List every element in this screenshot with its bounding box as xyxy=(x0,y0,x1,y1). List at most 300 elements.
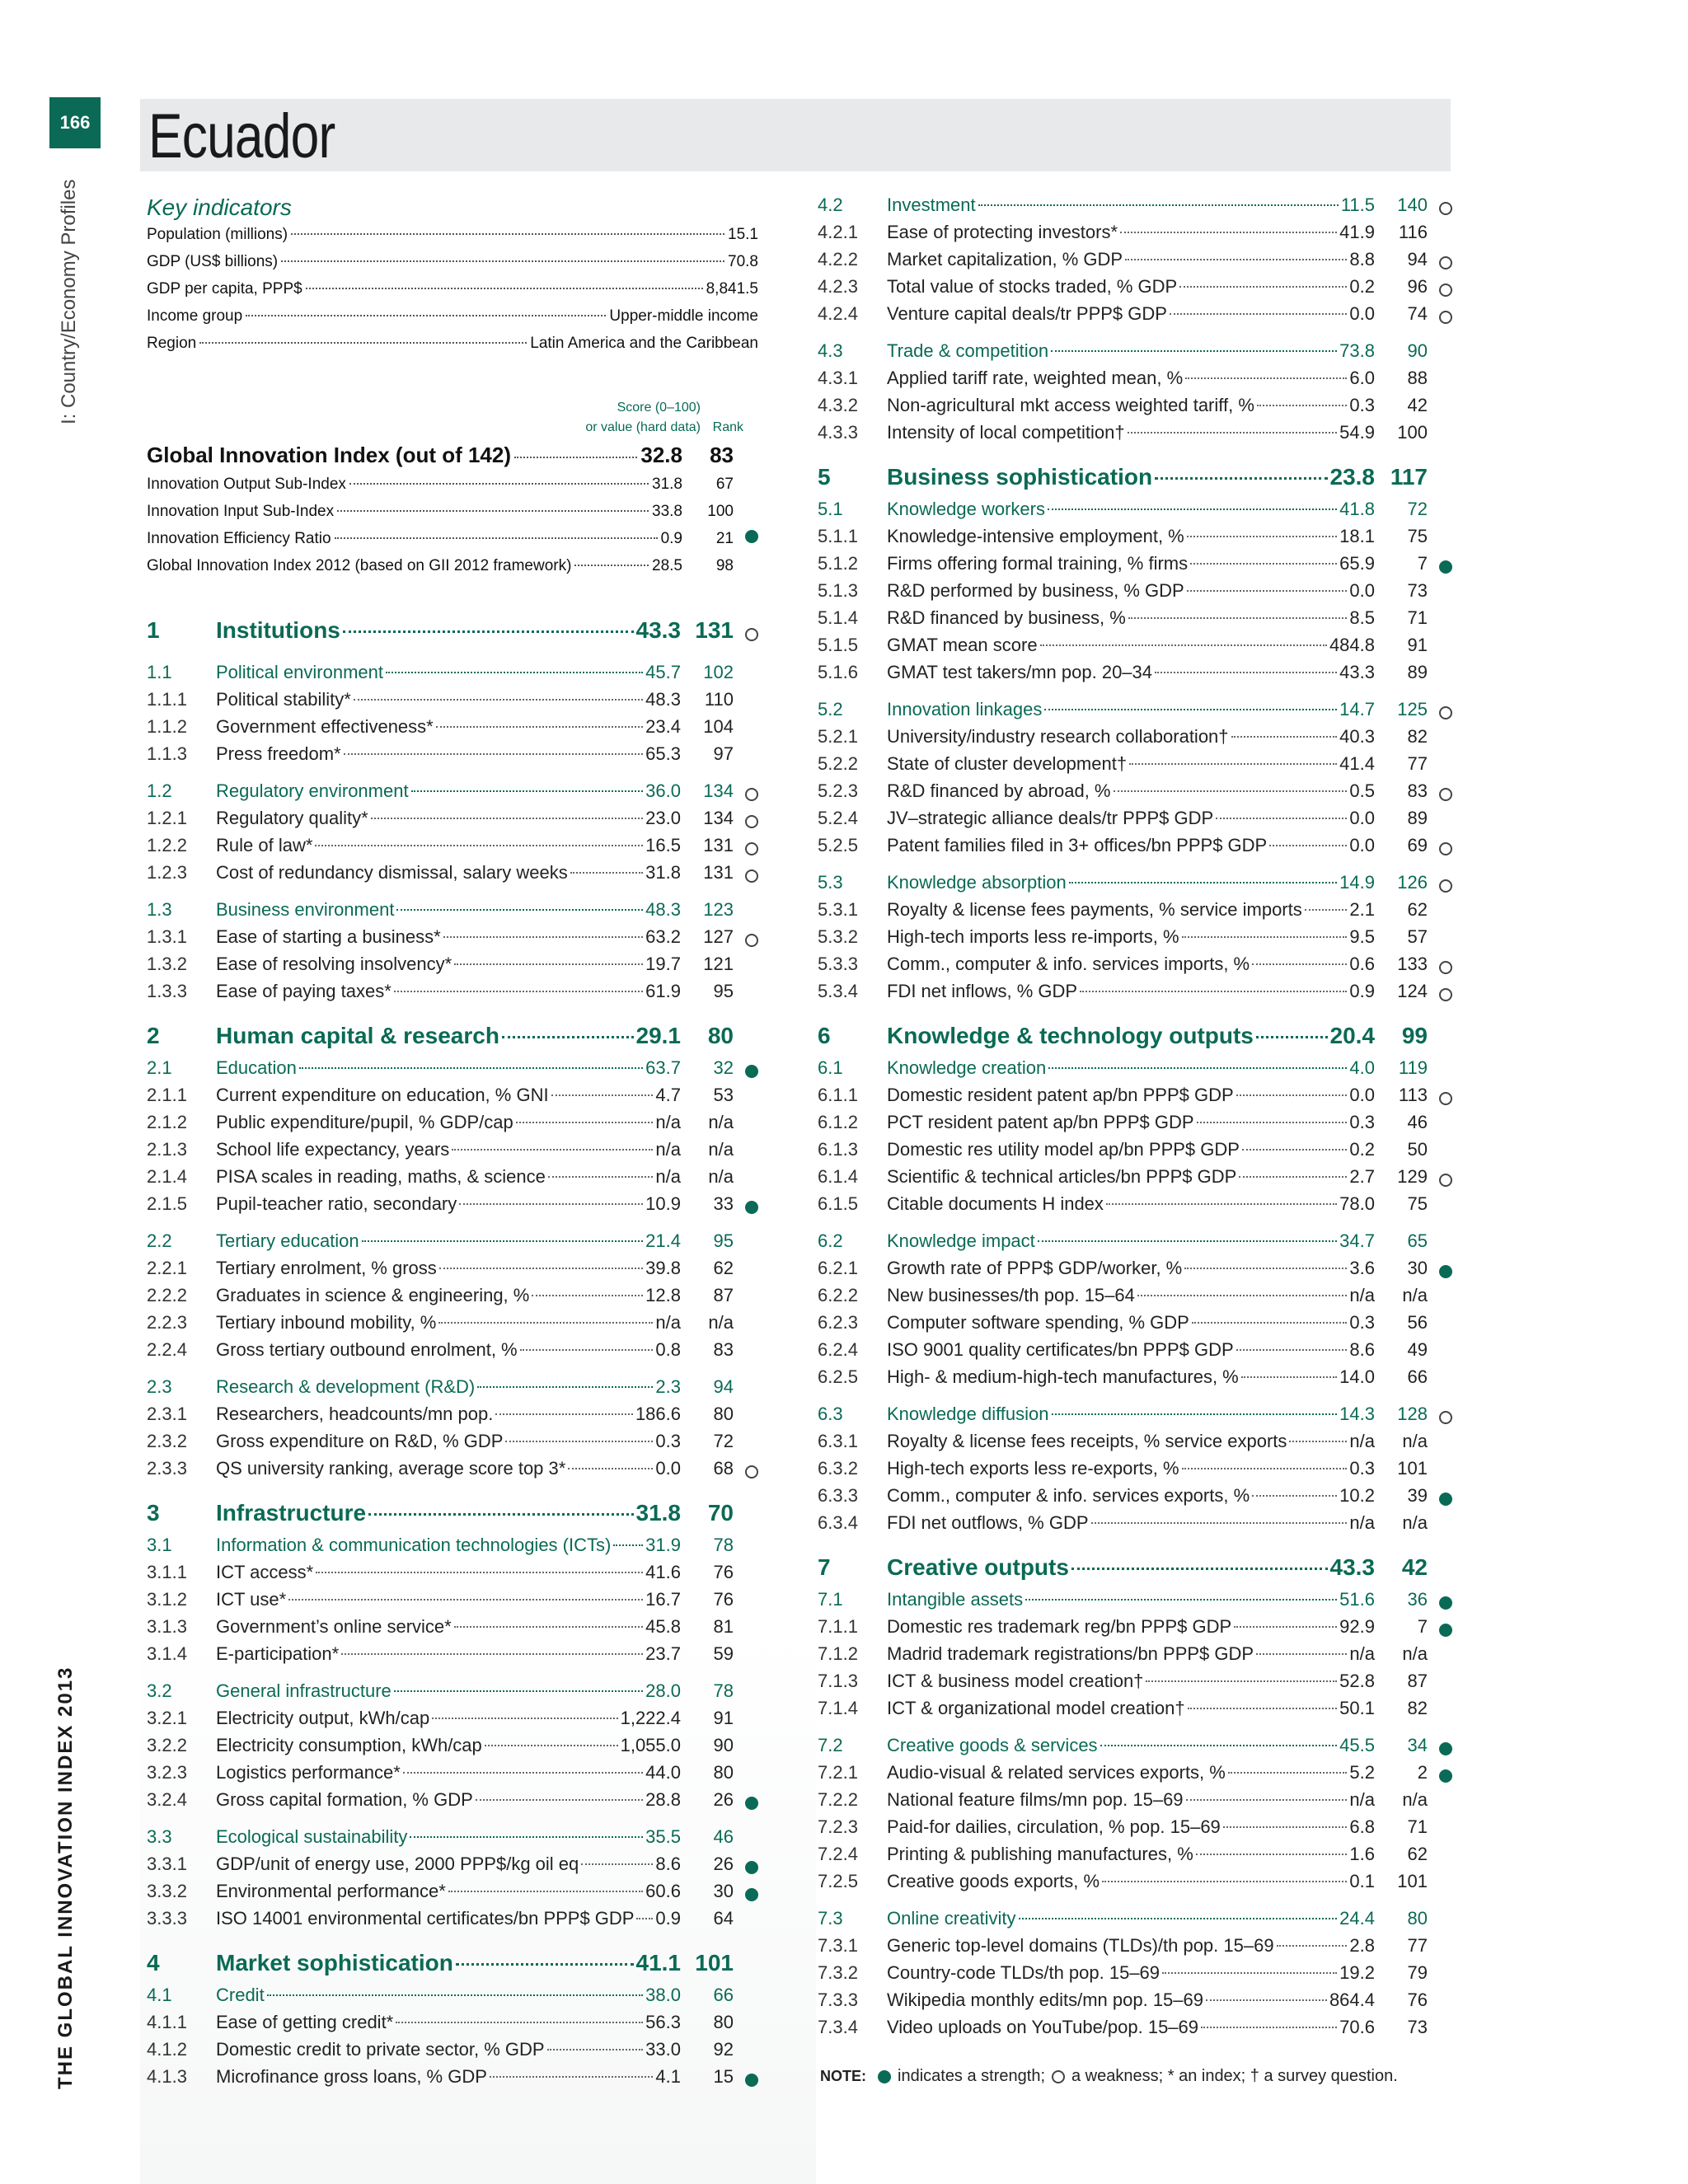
dot-leader xyxy=(495,1413,633,1415)
row-rank: 56 xyxy=(1407,1312,1428,1333)
row-number: 3.2.2 xyxy=(147,1735,187,1755)
indicator-row xyxy=(147,2039,758,2066)
row-score: 4.1 xyxy=(655,2066,681,2087)
row-rank: 15 xyxy=(713,2066,734,2087)
weakness-marker-icon xyxy=(1439,988,1452,1001)
row-number: 2.2.3 xyxy=(147,1312,187,1333)
dot-leader xyxy=(1257,405,1348,406)
row-rank: 46 xyxy=(1407,1112,1428,1132)
gii-subindex-rank: 98 xyxy=(715,557,734,574)
row-score: 60.6 xyxy=(645,1881,681,1901)
row-number: 3.2 xyxy=(147,1680,172,1701)
dot-leader xyxy=(411,790,644,792)
indicator-row xyxy=(147,2012,758,2039)
gii-subindex-row xyxy=(147,557,758,584)
row-label: Investment xyxy=(887,194,976,215)
row-label: Knowledge absorption xyxy=(887,872,1067,893)
pillar-row xyxy=(818,1554,1452,1589)
sub-pillar-row xyxy=(147,1535,758,1562)
row-number: 7.1.3 xyxy=(818,1671,858,1691)
page-number: 166 xyxy=(49,97,101,148)
row-score: 63.7 xyxy=(645,1057,681,1078)
row-rank: 88 xyxy=(1407,368,1428,388)
row-rank: 68 xyxy=(713,1458,734,1479)
row-score: 18.1 xyxy=(1339,526,1375,546)
dot-leader xyxy=(1239,1176,1347,1178)
row-label: Non-agricultural mkt access weighted tariff, % xyxy=(887,395,1254,415)
dot-leader xyxy=(344,753,644,755)
marker-cell xyxy=(1428,988,1452,1001)
dot-leader xyxy=(1091,1522,1348,1524)
row-score: 65.9 xyxy=(1339,553,1375,574)
row-score: 39.8 xyxy=(645,1258,681,1278)
dot-leader xyxy=(1125,259,1347,260)
dot-leader xyxy=(1231,736,1338,738)
row-rank: n/a xyxy=(1402,1643,1428,1664)
row-score: 41.8 xyxy=(1339,499,1375,519)
row-number: 6.3.4 xyxy=(818,1512,858,1533)
row-score: 0.0 xyxy=(1349,1085,1375,1105)
indicator-row xyxy=(818,368,1452,395)
indicator-row xyxy=(818,526,1452,553)
row-number: 2.1.4 xyxy=(147,1166,187,1187)
row-number: 6.1.1 xyxy=(818,1085,858,1105)
row-rank: 50 xyxy=(1407,1139,1428,1160)
row-rank: 101 xyxy=(695,1950,734,1975)
dot-leader xyxy=(581,1863,653,1865)
indicator-row xyxy=(147,808,758,835)
dot-leader xyxy=(1182,1468,1348,1469)
key-indicator-label: GDP (US$ billions) xyxy=(147,253,279,270)
row-rank: 32 xyxy=(713,1057,734,1078)
strength-marker-icon xyxy=(1439,1265,1452,1278)
row-rank: 87 xyxy=(1407,1671,1428,1691)
row-number: 6.2.1 xyxy=(818,1258,858,1278)
dot-leader xyxy=(386,672,643,673)
sub-pillar-row xyxy=(818,699,1452,726)
dot-leader xyxy=(335,537,658,539)
row-score: n/a xyxy=(1349,1431,1375,1451)
indicator-row xyxy=(818,1844,1452,1871)
dot-leader xyxy=(1048,1067,1347,1069)
dot-leader xyxy=(1182,936,1348,938)
row-label: ICT use* xyxy=(216,1589,287,1610)
dot-leader xyxy=(341,1653,643,1655)
row-number: 6.1 xyxy=(818,1057,843,1078)
row-label: Knowledge impact xyxy=(887,1230,1035,1251)
row-score: n/a xyxy=(655,1166,681,1187)
gii-rank: 83 xyxy=(710,443,734,467)
row-rank: 80 xyxy=(713,2012,734,2032)
dot-leader xyxy=(456,1963,634,1966)
row-score: 0.2 xyxy=(1349,1139,1375,1160)
sub-pillar-row xyxy=(818,1908,1452,1935)
row-rank: 78 xyxy=(713,1680,734,1701)
dot-leader xyxy=(1192,1322,1348,1324)
row-rank: 65 xyxy=(1407,1230,1428,1251)
dot-leader xyxy=(520,1349,654,1351)
row-score: 2.8 xyxy=(1349,1935,1375,1956)
strength-marker-icon xyxy=(1439,1624,1452,1637)
indicator-row xyxy=(147,954,758,981)
row-number: 7 xyxy=(818,1554,831,1580)
dot-leader xyxy=(306,288,703,289)
row-label: GMAT mean score xyxy=(887,635,1038,655)
row-rank: 123 xyxy=(703,899,734,920)
row-number: 4.2.3 xyxy=(818,276,858,297)
row-rank: 119 xyxy=(1398,1057,1428,1078)
row-number: 4.2.4 xyxy=(818,303,858,324)
row-rank: 72 xyxy=(713,1431,734,1451)
row-number: 7.2.4 xyxy=(818,1844,858,1864)
row-number: 2.3.1 xyxy=(147,1404,187,1424)
dot-leader xyxy=(354,699,643,701)
row-number: 1.1.1 xyxy=(147,689,187,710)
row-number: 5.3.3 xyxy=(818,954,858,974)
row-number: 1.2.1 xyxy=(147,808,187,828)
row-score: 65.3 xyxy=(645,743,681,764)
note-strength-text: indicates a strength; xyxy=(898,2067,1045,2085)
row-label: Research & development (R&D) xyxy=(216,1376,476,1397)
row-number: 6.2.2 xyxy=(818,1285,858,1305)
sub-pillar-row xyxy=(147,1376,758,1404)
row-rank: 39 xyxy=(1407,1485,1428,1506)
indicator-row xyxy=(147,1708,758,1735)
row-score: 16.7 xyxy=(645,1589,681,1610)
row-label: Knowledge diffusion xyxy=(887,1404,1049,1424)
gii-subindex-value: 28.5 xyxy=(652,557,682,574)
sub-pillar-row xyxy=(818,1230,1452,1258)
row-rank: 82 xyxy=(1407,1698,1428,1718)
row-number: 3.1.2 xyxy=(147,1589,187,1610)
dot-leader xyxy=(267,1994,643,1996)
row-label: Infrastructure xyxy=(216,1500,367,1526)
row-label: Intensity of local competition† xyxy=(887,422,1125,443)
right-column xyxy=(818,188,1452,2044)
dot-leader xyxy=(362,1240,644,1242)
row-score: 2.7 xyxy=(1349,1166,1375,1187)
row-rank: 81 xyxy=(713,1616,734,1637)
row-rank: 70 xyxy=(707,1500,734,1526)
row-label: Firms offering formal training, % firms xyxy=(887,553,1189,574)
dot-leader xyxy=(1048,509,1337,510)
row-score: 44.0 xyxy=(645,1762,681,1783)
indicator-row xyxy=(818,580,1452,607)
indicator-row xyxy=(818,726,1452,753)
row-number: 7.1.4 xyxy=(818,1698,858,1718)
row-rank: n/a xyxy=(708,1166,734,1187)
row-number: 6.3 xyxy=(818,1404,843,1424)
row-label: Electricity consumption, kWh/cap xyxy=(216,1735,482,1755)
dot-leader xyxy=(1216,818,1347,819)
row-label: Citable documents H index xyxy=(887,1193,1104,1214)
weakness-marker-icon xyxy=(745,815,758,828)
marker-cell xyxy=(1428,284,1452,297)
row-number: 3.2.4 xyxy=(147,1789,187,1810)
row-score: 35.5 xyxy=(645,1826,681,1847)
row-number: 5.1.1 xyxy=(818,526,858,546)
row-rank: 104 xyxy=(703,716,734,737)
indicator-row xyxy=(147,1431,758,1458)
row-label: Regulatory environment xyxy=(216,780,409,801)
marker-cell xyxy=(1428,1624,1452,1637)
marker-cell xyxy=(734,1065,758,1078)
indicator-row xyxy=(147,743,758,771)
row-rank: 131 xyxy=(695,617,734,643)
row-score: 0.5 xyxy=(1349,780,1375,801)
marker-cell xyxy=(1428,1493,1452,1506)
dot-leader xyxy=(551,1094,654,1096)
row-score: 4.0 xyxy=(1349,1057,1375,1078)
row-score: 14.7 xyxy=(1339,699,1375,719)
indicator-row xyxy=(818,1166,1452,1193)
row-number: 1.1.3 xyxy=(147,743,187,764)
row-label: Ease of resolving insolvency* xyxy=(216,954,452,974)
row-number: 6.3.3 xyxy=(818,1485,858,1506)
indicator-row xyxy=(818,926,1452,954)
row-number: 6.1.2 xyxy=(818,1112,858,1132)
row-score: 10.9 xyxy=(645,1193,681,1214)
side-label-publication: THE GLOBAL INNOVATION INDEX 2013 xyxy=(54,1666,77,2089)
weakness-marker-icon xyxy=(745,934,758,947)
sub-pillar-row xyxy=(818,499,1452,526)
row-label: Venture capital deals/tr PPP$ GDP xyxy=(887,303,1167,324)
indicator-row xyxy=(818,1258,1452,1285)
row-label: Public expenditure/pupil, % GDP/cap xyxy=(216,1112,513,1132)
row-score: 0.2 xyxy=(1349,276,1375,297)
row-number: 7.2.2 xyxy=(818,1789,858,1810)
row-score: 2.1 xyxy=(1349,899,1375,920)
marker-cell xyxy=(1428,256,1452,269)
dot-leader xyxy=(1051,350,1337,352)
row-number: 7.2.5 xyxy=(818,1871,858,1891)
row-rank: 77 xyxy=(1407,753,1428,774)
strength-marker-icon xyxy=(1439,1742,1452,1755)
indicator-row xyxy=(818,1458,1452,1485)
row-number: 2.3.2 xyxy=(147,1431,187,1451)
row-label: Information & communication technologies (ICTs) xyxy=(216,1535,612,1555)
country-title: Ecuador xyxy=(148,101,335,171)
row-score: 0.3 xyxy=(1349,395,1375,415)
marker-cell xyxy=(734,815,758,828)
row-label: Paid-for dailies, circulation, % pop. 15–69 xyxy=(887,1816,1221,1837)
dot-leader xyxy=(505,1441,653,1442)
dot-leader xyxy=(1044,709,1337,710)
row-label: Patent families filed in 3+ offices/bn PPP$ GDP xyxy=(887,835,1268,855)
row-rank: 110 xyxy=(704,689,734,710)
weakness-marker-icon xyxy=(1439,202,1452,215)
dot-leader xyxy=(1019,1918,1338,1919)
dot-leader xyxy=(490,2076,654,2078)
row-rank: 79 xyxy=(1407,1962,1428,1983)
row-label: National feature films/mn pop. 15–69 xyxy=(887,1789,1184,1810)
row-number: 6.2.5 xyxy=(818,1366,858,1387)
row-rank: 101 xyxy=(1397,1871,1428,1891)
note-weakness-text: a weakness; * an index; † a survey question. xyxy=(1071,2067,1398,2085)
dot-leader xyxy=(1114,790,1348,792)
row-score: 51.6 xyxy=(1339,1589,1375,1610)
row-rank: n/a xyxy=(708,1139,734,1160)
row-number: 5.1.2 xyxy=(818,553,858,574)
row-score: 12.8 xyxy=(645,1285,681,1305)
indicator-row xyxy=(818,1085,1452,1112)
row-number: 2.1.2 xyxy=(147,1112,187,1132)
row-number: 7.3 xyxy=(818,1908,843,1929)
marker-cell xyxy=(1428,1596,1452,1610)
row-label: R&D financed by abroad, % xyxy=(887,780,1111,801)
row-rank: 64 xyxy=(713,1908,734,1929)
row-number: 3.2.1 xyxy=(147,1708,187,1728)
row-score: 45.5 xyxy=(1339,1735,1375,1755)
row-score: 14.0 xyxy=(1339,1366,1375,1387)
row-label: Total value of stocks traded, % GDP xyxy=(887,276,1178,297)
row-score: 8.5 xyxy=(1349,607,1375,628)
gii-subindex-row xyxy=(147,476,758,503)
row-number: 6 xyxy=(818,1023,831,1048)
row-label: R&D performed by business, % GDP xyxy=(887,580,1184,601)
key-indicator-row xyxy=(147,307,758,335)
row-label: FDI net inflows, % GDP xyxy=(887,981,1078,1001)
dot-leader xyxy=(410,1836,643,1838)
indicator-row xyxy=(147,1562,758,1589)
dot-leader xyxy=(432,1718,617,1719)
dot-leader xyxy=(1069,882,1337,883)
indicator-row xyxy=(147,1589,758,1616)
gii-subindex-label: Innovation Input Sub-Index xyxy=(147,503,335,520)
dot-leader xyxy=(476,1799,643,1801)
dot-leader xyxy=(1236,1094,1348,1096)
row-rank: 2 xyxy=(1417,1762,1428,1783)
indicator-row xyxy=(147,1735,758,1762)
indicator-row xyxy=(818,1339,1452,1366)
row-score: 0.3 xyxy=(1349,1112,1375,1132)
row-label: Generic top-level domains (TLDs)/th pop. 15–69 xyxy=(887,1935,1274,1956)
indicator-row xyxy=(147,1616,758,1643)
row-label: Education xyxy=(216,1057,297,1078)
row-label: Government’s online service* xyxy=(216,1616,452,1637)
row-label: Gross expenditure on R&D, % GDP xyxy=(216,1431,504,1451)
strength-marker-icon xyxy=(745,1888,758,1901)
row-rank: 26 xyxy=(713,1789,734,1810)
row-number: 7.3.4 xyxy=(818,2017,858,2037)
row-rank: 91 xyxy=(713,1708,734,1728)
dot-leader xyxy=(1234,1626,1337,1628)
row-number: 5.1 xyxy=(818,499,843,519)
row-score: 34.7 xyxy=(1339,1230,1375,1251)
row-label: Comm., computer & info. services exports, % xyxy=(887,1485,1250,1506)
indicator-row xyxy=(147,926,758,954)
indicator-row xyxy=(818,553,1452,580)
sub-pillar-row xyxy=(147,1985,758,2012)
indicator-row xyxy=(818,1616,1452,1643)
strength-marker-icon xyxy=(745,530,758,543)
row-rank: 30 xyxy=(1407,1258,1428,1278)
dot-leader xyxy=(1071,1568,1328,1570)
dot-leader xyxy=(343,630,634,633)
gii-subindex-label: Innovation Output Sub-Index xyxy=(147,476,346,493)
row-rank: 69 xyxy=(1407,835,1428,855)
row-number: 5.3.1 xyxy=(818,899,858,920)
key-indicator-label: Population (millions) xyxy=(147,226,288,243)
indicator-row xyxy=(147,1112,758,1139)
indicator-row xyxy=(818,1643,1452,1671)
row-number: 4.1.3 xyxy=(147,2066,187,2087)
indicator-row xyxy=(147,1312,758,1339)
row-number: 2.1 xyxy=(147,1057,172,1078)
gii-subindex-label: Innovation Efficiency Ratio xyxy=(147,530,331,547)
dot-leader xyxy=(1277,1945,1348,1947)
row-score: 23.4 xyxy=(645,716,681,737)
row-number: 5.2 xyxy=(818,699,843,719)
key-indicator-value: 15.1 xyxy=(728,226,758,243)
marker-cell xyxy=(1428,1742,1452,1755)
row-score: 61.9 xyxy=(645,981,681,1001)
key-indicators-title: Key indicators xyxy=(147,194,292,220)
row-number: 7.3.3 xyxy=(818,1990,858,2010)
score-header-score xyxy=(519,398,701,438)
row-number: 6.3.2 xyxy=(818,1458,858,1479)
dot-leader xyxy=(349,483,649,485)
sub-pillar-row xyxy=(818,340,1452,368)
row-score: 1,055.0 xyxy=(620,1735,681,1755)
pillar-row xyxy=(818,1023,1452,1057)
row-score: 6.8 xyxy=(1349,1816,1375,1837)
score-header-rank: Rank xyxy=(712,420,743,434)
row-score: 29.1 xyxy=(635,1023,681,1048)
dot-leader xyxy=(246,315,606,316)
marker-cell xyxy=(734,628,758,641)
row-number: 5.2.5 xyxy=(818,835,858,855)
dot-leader xyxy=(371,818,644,819)
row-number: 4.3.3 xyxy=(818,422,858,443)
weakness-marker-icon xyxy=(1439,706,1452,719)
row-rank: 116 xyxy=(1398,222,1428,242)
weakness-marker-icon xyxy=(1439,879,1452,893)
key-indicator-row xyxy=(147,280,758,307)
dot-leader xyxy=(443,936,643,938)
indicator-row xyxy=(818,1431,1452,1458)
sub-pillar-row xyxy=(818,1589,1452,1616)
row-score: 31.8 xyxy=(645,862,681,883)
indicator-row xyxy=(818,1871,1452,1898)
dot-leader xyxy=(1305,909,1348,911)
row-score: 52.8 xyxy=(1339,1671,1375,1691)
row-number: 5.3.2 xyxy=(818,926,858,947)
row-number: 2 xyxy=(147,1023,160,1048)
row-rank: 90 xyxy=(713,1735,734,1755)
row-number: 5.1.6 xyxy=(818,662,858,682)
row-number: 4.1.1 xyxy=(147,2012,187,2032)
row-number: 3.1.3 xyxy=(147,1616,187,1637)
indicator-row xyxy=(818,753,1452,780)
sub-pillar-row xyxy=(818,1735,1452,1762)
row-score: 0.3 xyxy=(655,1431,681,1451)
indicator-row xyxy=(147,1085,758,1112)
row-number: 1.2 xyxy=(147,780,172,801)
dot-leader xyxy=(1256,1036,1328,1038)
row-score: n/a xyxy=(1349,1285,1375,1305)
row-score: n/a xyxy=(655,1312,681,1333)
row-score: 41.9 xyxy=(1339,222,1375,242)
row-label: Environmental performance* xyxy=(216,1881,446,1901)
dot-leader xyxy=(1179,286,1347,288)
dot-leader xyxy=(316,1572,643,1573)
row-score: 45.7 xyxy=(645,662,681,682)
row-rank: 57 xyxy=(1407,926,1428,947)
row-number: 2.1.1 xyxy=(147,1085,187,1105)
weakness-marker-icon xyxy=(745,869,758,883)
row-score: 73.8 xyxy=(1339,340,1375,361)
